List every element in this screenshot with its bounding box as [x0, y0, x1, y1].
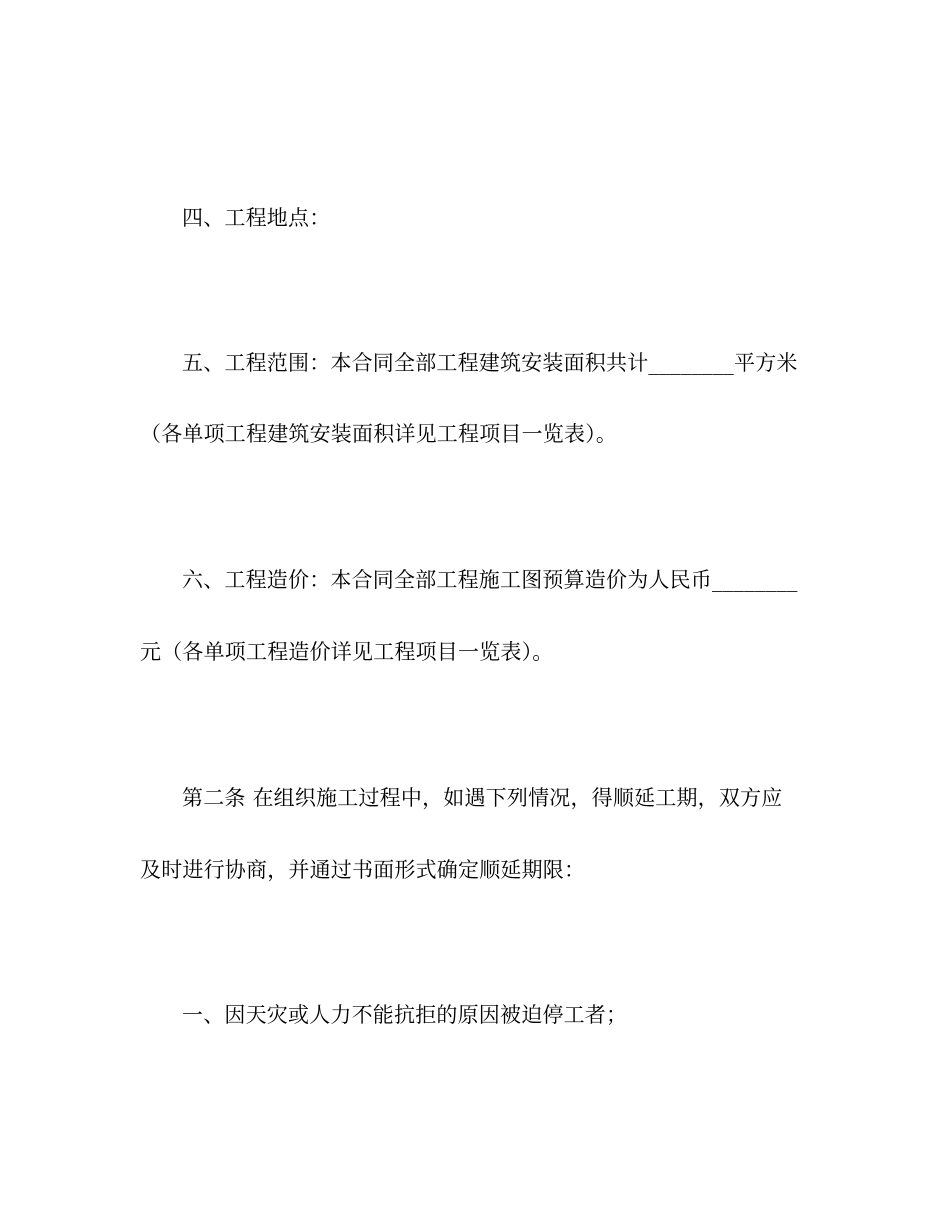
paragraph-project-cost-line-1: 六、工程造价：本合同全部工程施工图预算造价为人民币________ — [182, 568, 798, 592]
paragraph-project-scope-line-1: 五、工程范围：本合同全部工程建筑安装面积共计________平方米 — [182, 351, 798, 375]
paragraph-article-two-line-2: 及时进行协商，并通过书面形式确定顺延期限： — [140, 858, 586, 882]
paragraph-project-cost-line-2: 元（各单项工程造价详见工程项目一览表）。 — [140, 640, 554, 664]
paragraph-project-location: 四、工程地点： — [182, 206, 331, 230]
paragraph-article-two-line-1: 第二条 在组织施工过程中，如遇下列情况，得顺延工期，双方应 — [182, 786, 783, 810]
paragraph-project-scope-line-2: （各单项工程建筑安装面积详见工程项目一览表）。 — [140, 422, 618, 446]
paragraph-force-majeure: 一、因天灾或人力不能抗拒的原因被迫停工者； — [182, 1003, 628, 1027]
